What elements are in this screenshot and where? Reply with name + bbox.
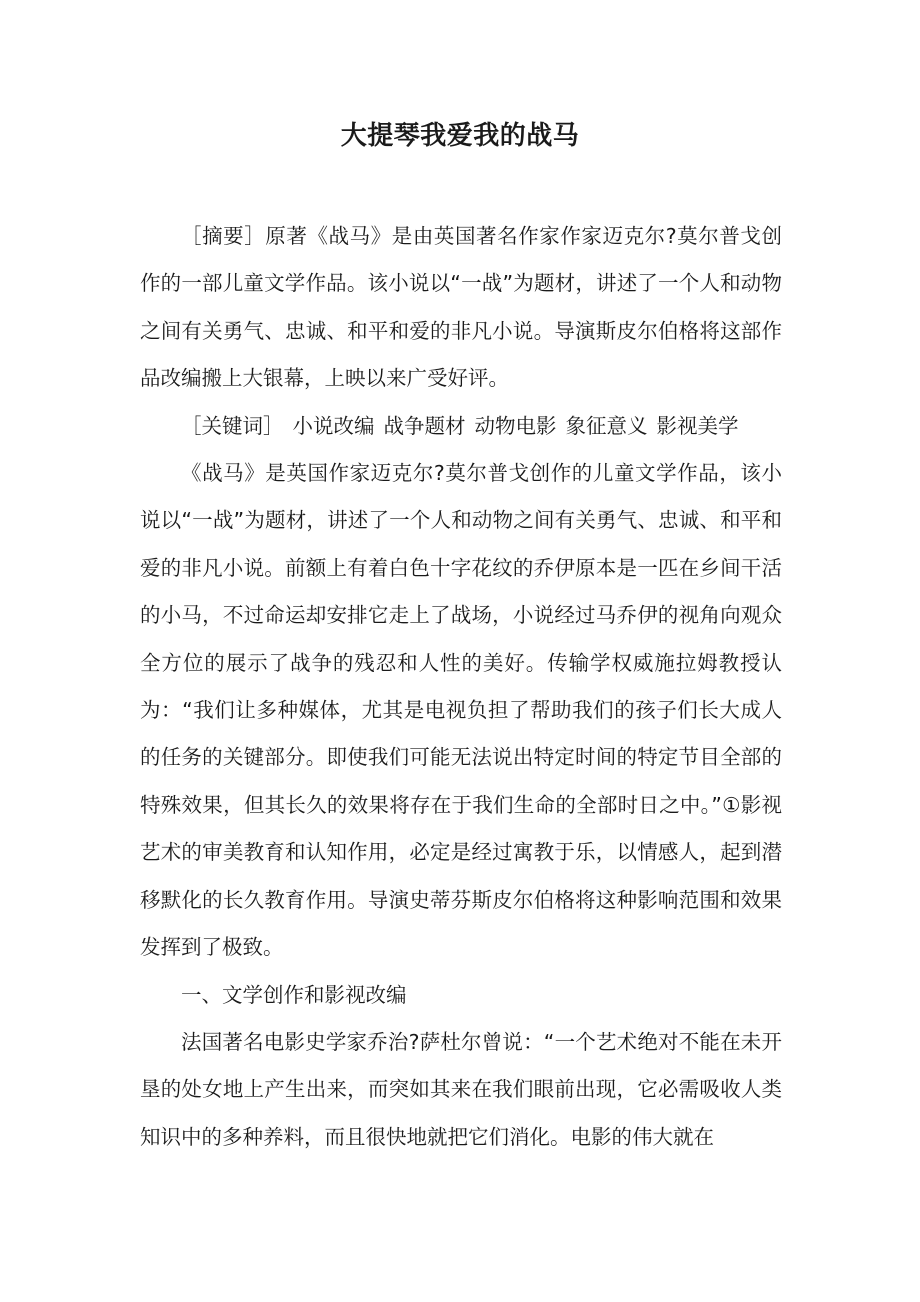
keyword-item: 影视美学 (656, 413, 739, 438)
abstract-paragraph: ［摘要］原著《战马》是由英国著名作家作家迈克尔?莫尔普戈创作的一部儿童文学作品。该小说以“一战”为题材，讲述了一个人和动物之间有关勇气、忠诚、和平和爱的非凡小说。导演斯皮尔伯格将这部作品改编搬上大银幕，上映以来广受好评。 (140, 224, 782, 391)
body-paragraph: 《战马》是英国作家迈克尔?莫尔普戈创作的儿童文学作品，该小说以“一战”为题材，讲述了一个人和动物之间有关勇气、忠诚、和平和爱的非凡小说。前额上有着白色十字花纹的乔伊原本是一匹在乡间干活的小马，不过命运却安排它走上了战场，小说经过马乔伊的视角向观众全方位的展示了战争的残忍和人性的美好。传输学权威施拉姆教授认为：“我们让多种媒体，尤其是电视负担了帮助我们的孩子们长大成人的任务的关键部分。即使我们可能无法说出特定时间的特定节目全部的特殊效果，但其长久的效果将存在于我们生命的全部时日之中。”①影视艺术的审美教育和认知作用，必定是经过寓教于乐，以情感人，起到潜移默化的长久教育作用。导演史蒂芬斯皮尔伯格将这种影响范围和效果发挥到了极致。 (140, 461, 782, 960)
keyword-item: 象征意义 (565, 413, 648, 438)
document-title: 大提琴我爱我的战马 (340, 121, 580, 151)
keywords-line (140, 403, 782, 450)
body-paragraph: 法国著名电影史学家乔治?萨杜尔曾说：“一个艺术绝对不能在未开垦的处女地上产生出来，而突如其来在我们眼前出现，它必需吸收人类知识中的多种养料，而且很快地就把它们消化。电影的伟大就在 (140, 1029, 782, 1149)
keyword-item: 小说改编 (292, 413, 375, 438)
document-body (140, 213, 782, 1161)
section-heading: 一、文学创作和影视改编 (181, 982, 407, 1007)
keywords-label: ［关键词］ (181, 413, 284, 438)
keyword-item: 战争题材 (383, 413, 466, 438)
keyword-item: 动物电影 (474, 413, 557, 438)
